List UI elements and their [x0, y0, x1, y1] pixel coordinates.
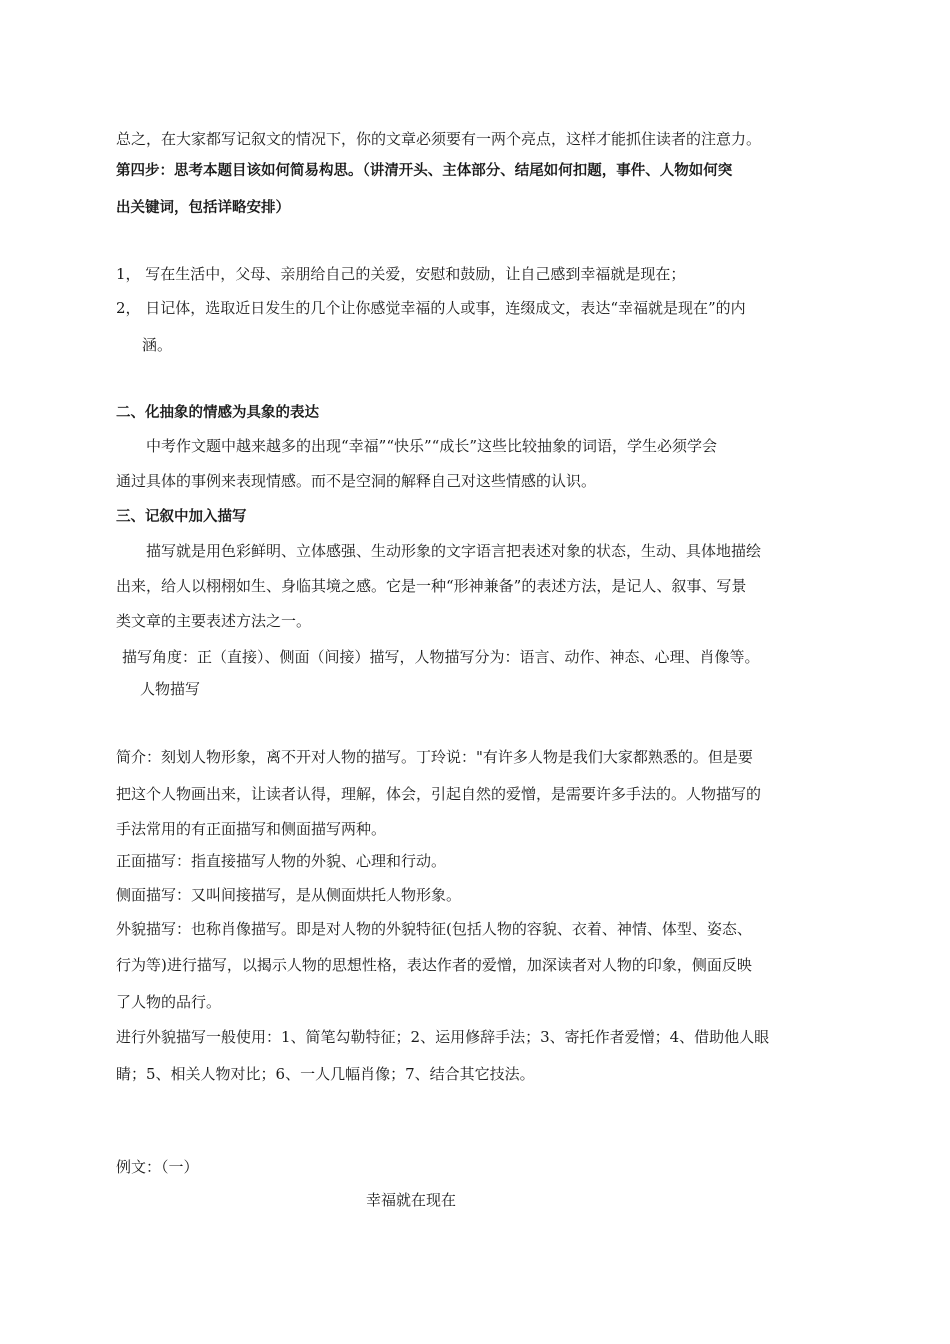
appearance-paragraph-line1: 外貌描写：也称肖像描写。即是对人物的外貌特征(包括人物的容貌、衣着、神情、体型、姿态、 [116, 920, 752, 938]
intro-summary: 总之，在大家都写记叙文的情况下，你的文章必须要有一两个亮点，这样才能抓住读者的注意力。 [116, 130, 762, 148]
intro-paragraph-line1: 简介：刻划人物形象，离不开对人物的描写。丁玲说："有许多人物是我们大家都熟悉的。但是要 [116, 748, 753, 766]
list-item-2-line2: 涵。 [142, 336, 173, 354]
description-angle: 描写角度：正（直接）、侧面（间接）描写，人物描写分为：语言、动作、神态、心理、肖像等。 [122, 648, 760, 666]
methods-paragraph-line1: 进行外貌描写一般使用：1、简笔勾勒特征；2、运用修辞手法；3、寄托作者爱憎；4、借助他人眼 [116, 1028, 770, 1046]
example-title: 幸福就在现在 [366, 1191, 457, 1209]
methods-paragraph-line2: 睛；5、相关人物对比；6、一人几幅肖像；7、结合其它技法。 [116, 1065, 535, 1083]
step4-heading-line2: 出关键词，包括详略安排） [116, 200, 290, 216]
section3-title: 三、记叙中加入描写 [116, 509, 247, 525]
character-heading: 人物描写 [140, 680, 201, 698]
side-description: 侧面描写：又叫间接描写，是从侧面烘托人物形象。 [116, 886, 462, 904]
appearance-paragraph-line3: 了人物的品行。 [116, 993, 222, 1011]
section2-paragraph-line2: 通过具体的事例来表现情感。而不是空洞的解释自己对这些情感的认识。 [116, 472, 597, 490]
intro-paragraph-line3: 手法常用的有正面描写和侧面描写两种。 [116, 820, 387, 838]
intro-paragraph-line2: 把这个人物画出来，让读者认得，理解，体会，引起自然的爱憎，是需要许多手法的。人物描写的 [116, 785, 762, 803]
section2-title: 二、化抽象的情感为具象的表达 [116, 405, 319, 421]
list-item-2-line1: 2， 日记体，选取近日发生的几个让你感觉幸福的人或事，连缀成文，表达“幸福就是现在”的内 [116, 299, 746, 317]
example-label: 例文：（一） [116, 1158, 199, 1176]
front-description: 正面描写：指直接描写人物的外貌、心理和行动。 [116, 852, 447, 870]
list-item-1: 1， 写在生活中，父母、亲朋给自己的关爱，安慰和鼓励，让自己感到幸福就是现在； [116, 265, 686, 283]
section2-paragraph-line1: 中考作文题中越来越多的出现“幸福”“快乐”“成长”这些比较抽象的词语，学生必须学会 [146, 437, 718, 455]
section3-paragraph-line1: 描写就是用色彩鲜明、立体感强、生动形象的文字语言把表述对象的状态，生动、具体地描绘 [146, 542, 762, 560]
appearance-paragraph-line2: 行为等)进行描写，以揭示人物的思想性格，表达作者的爱憎，加深读者对人物的印象，侧面反映 [116, 956, 752, 974]
section3-paragraph-line3: 类文章的主要表述方法之一。 [116, 612, 312, 630]
step4-heading-line1: 第四步：思考本题目该如何简易构思。（讲清开头、主体部分、结尾如何扣题，事件、人物如何突 [116, 163, 733, 179]
section3-paragraph-line2: 出来，给人以栩栩如生、身临其境之感。它是一种“形神兼备”的表述方法，是记人、叙事、写景 [116, 577, 747, 595]
